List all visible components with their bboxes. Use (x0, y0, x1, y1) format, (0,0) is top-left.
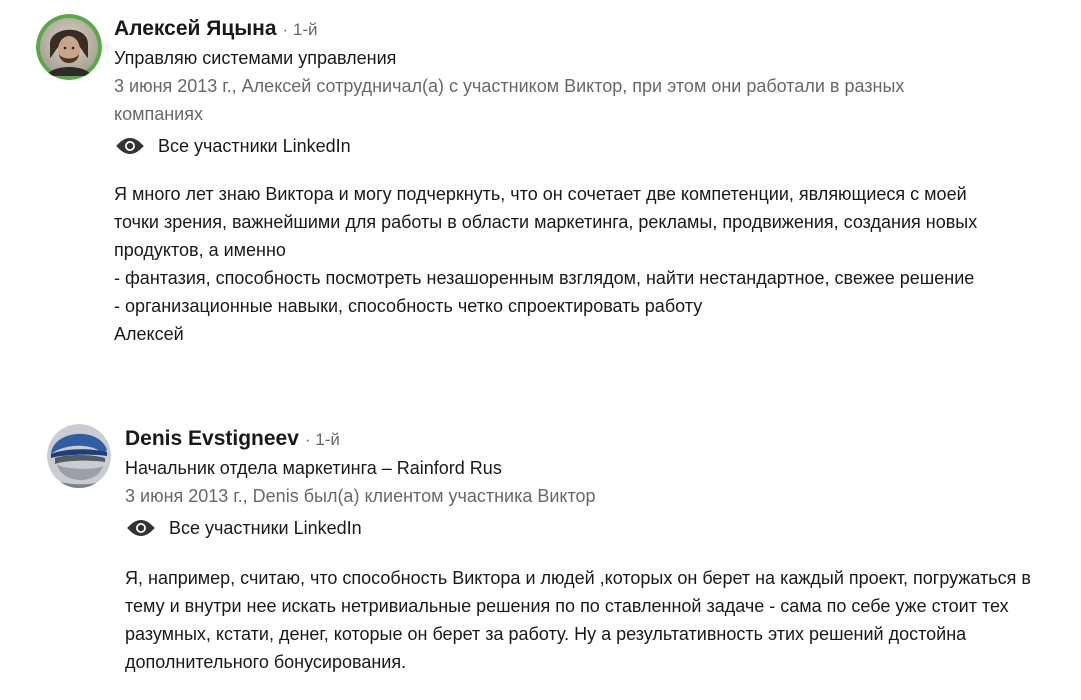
author-line (125, 424, 1055, 454)
avatar-photo (47, 424, 111, 488)
visibility-indicator (114, 130, 1044, 162)
recommendation-paragraph: - организационные навыки, способность четко спроектировать работу (114, 296, 703, 316)
recommendation-paragraph: - фантазия, способность посмотреть незашоренным взглядом, найти нестандартное, свежее решение (114, 268, 975, 288)
recommendation-text (125, 564, 1055, 676)
visibility-label: Все участники LinkedIn (169, 517, 362, 538)
visibility-indicator (125, 512, 1055, 544)
recommendation-content (125, 424, 1055, 676)
recommendation-signoff: Алексей (114, 324, 184, 344)
recommendation-text (114, 180, 1014, 348)
visibility-label: Все участники LinkedIn (158, 135, 351, 156)
eye-icon (125, 518, 157, 538)
eye-icon (114, 136, 146, 156)
recommendation-content (114, 14, 1044, 348)
author-name[interactable]: Denis Evstigneev (125, 427, 299, 450)
recommendation-paragraph: Я много лет знаю Виктора и могу подчеркнуть, что он сочетает две компетенции, являющиеся с моей точки зрения, важнейшими для работы в области маркетинга, рекламы, продвижения, создания новых продуктов, а именно (114, 184, 978, 260)
avatar[interactable] (36, 14, 102, 80)
author-name[interactable]: Алексей Яцына (114, 17, 277, 40)
recommendation-meta: 3 июня 2013 г., Алексей сотрудничал(а) с участником Виктор, при этом они работали в разных компаниях (114, 76, 905, 124)
avatar-photo (36, 14, 102, 80)
author-line (114, 14, 1044, 44)
recommendation-paragraph: Я, например, считаю, что способность Виктора и людей ,которых он берет на каждый проект, погружаться в тему и внутри нее искать нетривиальные решения по по ставленной задаче - сама по себе уже стоит тех разумных, кстати, денег, которые он берет за работу. Ну а результативность этих решений достойна дополнительного бонусирования. (125, 568, 1031, 672)
connection-degree: · 1-й (304, 430, 340, 449)
recommendation-meta: 3 июня 2013 г., Denis был(а) клиентом участника Виктор (125, 486, 596, 506)
connection-degree: · 1-й (282, 20, 318, 39)
author-headline: Начальник отдела маркетинга – Rainford Rus (125, 458, 502, 478)
author-headline: Управляю системами управления (114, 48, 397, 68)
avatar[interactable] (47, 424, 111, 488)
